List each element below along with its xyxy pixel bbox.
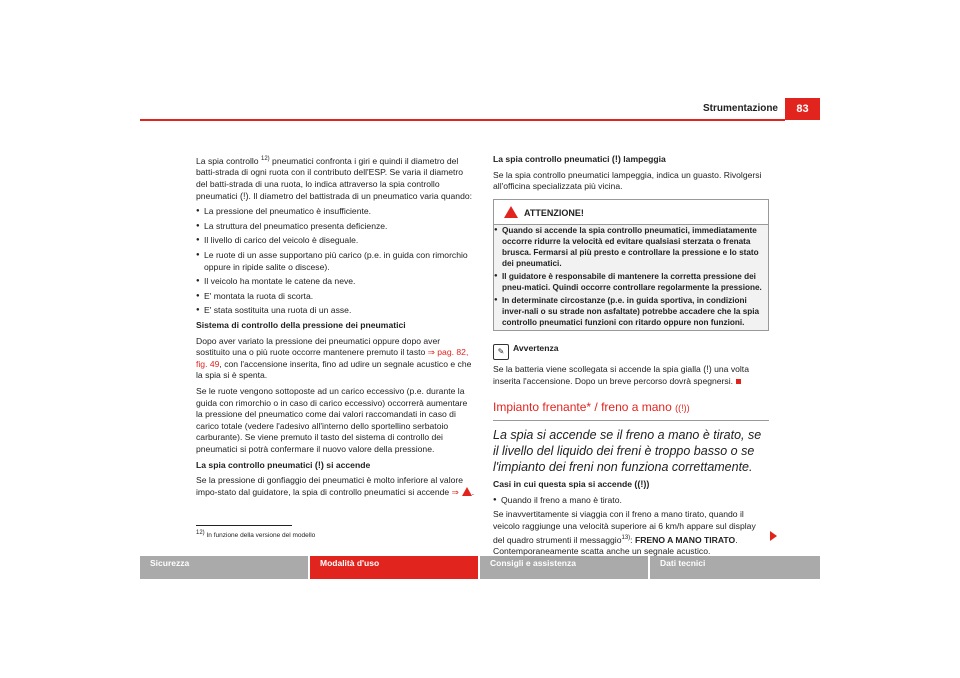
warning-triangle-icon bbox=[462, 487, 472, 496]
lampeggia-heading: La spia controllo pneumatici (!) lampeggia bbox=[493, 154, 666, 164]
casi-list bbox=[493, 495, 769, 507]
list-item: ● Quando si accende la spia controllo pneumatici, immediatamente occorre ridurre la velocità ed evitare qualsiasi sterzata o frenata brusca. Fermarsi al più presto e controllare la pressione e lo stato dei pneumatici. bbox=[494, 225, 768, 269]
footnote-ref[interactable]: 12) bbox=[260, 156, 270, 162]
section-subtitle: La spia si accende se il freno a mano è tirato, se il livello del liquido dei freni è troppo basso o se l'impianto dei freni non funziona correttamente. bbox=[493, 428, 762, 475]
page-reference-link[interactable]: ⇒ pag. 82, fig. 49 bbox=[196, 347, 469, 369]
casi-paragraph: Se inavvertitamente si viaggia con il freno a mano tirato, quando il veicolo raggiunge una velocità superiore ai 6 km/h appare sul display del quadro strumenti il messaggio$^{13)}$: FRENO A MANO TIRATO. Contemporaneamente scatta anche un segnale acustico. bbox=[493, 509, 756, 556]
accende-heading: La spia controllo pneumatici (!) si accende bbox=[196, 459, 371, 470]
accende-paragraph: Se la pressione di gonfiaggio dei pneumatici è molto inferiore al valore impo-stato dal guidatore, la spia di controllo pneumatici si accende ⇒ . bbox=[196, 475, 475, 497]
brake-warning-icon: ((!)) bbox=[675, 402, 690, 413]
lampeggia-paragraph: Se la spia controllo pneumatici lampeggia, indica un guasto. Rivolgersi all'officina specializzata più vicina. bbox=[493, 169, 762, 192]
footnote-ref[interactable]: 13) bbox=[621, 534, 631, 541]
list-item: ● Il guidatore è responsabile di mantenere la corretta pressione dei pneu-matici. Quindi occorre controllare regolarmente la pressione. bbox=[494, 271, 768, 293]
page-header-title: Strumentazione bbox=[702, 103, 778, 114]
sistema-paragraph-1: Dopo aver variato la pressione dei pneumatici oppure dopo aver sostituito una o più ruote occorre mantenere premuto il tasto ⇒ pag. 82, fig. 49, con l'accensione inserita, fino ad udire un segnale acustico e che la spia si è spenta. bbox=[196, 335, 472, 381]
list-item: ● La struttura del pneumatico presenta deficienze. bbox=[196, 221, 476, 233]
end-marker bbox=[736, 379, 741, 384]
list-item: ● Quando il freno a mano è tirato. bbox=[493, 495, 769, 507]
casi-heading: Casi in cui questa spia si accende ((!)) bbox=[493, 479, 650, 490]
nav-tab-dati-tecnici[interactable]: Dati tecnici bbox=[650, 556, 820, 579]
footnote: $^{12)}$ In funzione della versione del modello bbox=[196, 530, 316, 540]
note-icon: ✎ bbox=[493, 344, 509, 360]
diameter-causes-list bbox=[196, 206, 476, 317]
section-title: Impianto frenante* / freno a mano ((!)) bbox=[493, 402, 769, 422]
list-item: ● Le ruote di un asse supportano più carico (p.e. in guida con rimorchio oppure in ripide salite o discese). bbox=[196, 250, 476, 273]
list-item: ● Il veicolo ha montate le catene da neve. bbox=[196, 276, 476, 288]
warning-reference-link[interactable]: ⇒ bbox=[451, 486, 459, 497]
tire-pressure-icon: (!) bbox=[611, 154, 621, 164]
right-column bbox=[493, 154, 769, 562]
tire-pressure-icon: (!) bbox=[239, 190, 249, 201]
left-column bbox=[196, 154, 476, 502]
nav-tab-consigli-assistenza[interactable]: Consigli e assistenza bbox=[480, 556, 648, 579]
list-item: ● Il livello di carico del veicolo è diseguale. bbox=[196, 235, 476, 247]
list-item: ● E' stata sostituita una ruota di un asse. bbox=[196, 305, 476, 317]
list-item: ● In determinate circostanze (p.e. in guida sportiva, in condizioni inver-nali o su strade non asfaltate) potrebbe accadere che la spia controllo pneumatici funzioni con ritardo oppure non funzioni. bbox=[494, 295, 768, 328]
sistema-paragraph-2: Se le ruote vengono sottoposte ad un carico eccessivo (p.e. durante la guida con rimorchio o in caso di carico eccessivo) occorrerà aumentare la pressione del pneumatico come dai valori raccomandati in caso di carico totale (vedere l'adesivo all'interno dello sportellino serbatoio carburante). Se viene premuto il tasto del sistema di controllo dei pneumatici si potrà confermare il nuovo valore della pressione. bbox=[196, 385, 468, 454]
intro-paragraph: La spia controllo $^{12)}$ pneumatici confronta i giri e quindi il diametro del batti-strada di ogni ruota con il contributo dell'ESP. Se varia il diametro del batti-strada di una ruota, lo indica attraverso la spia controllo pneumatici (!). Il diametro del battistrada di un pneumatico varia quando: bbox=[196, 155, 473, 201]
warning-triangle-icon bbox=[504, 206, 518, 218]
list-item: ● La pressione del pneumatico è insufficiente. bbox=[196, 206, 476, 218]
nav-tab-modalita-uso[interactable]: Modalità d'uso bbox=[310, 556, 478, 579]
sistema-heading: Sistema di controllo della pressione dei pneumatici bbox=[196, 319, 406, 330]
footnote-rule bbox=[196, 525, 292, 526]
note-paragraph: Se la batteria viene scollegata si accende la spia gialla (!) una volta inserita l'accensione. Dopo un breve percorso dovrà spegnersi. bbox=[493, 364, 749, 386]
nav-tab-sicurezza[interactable]: Sicurezza bbox=[140, 556, 308, 579]
header-rule bbox=[140, 119, 785, 121]
list-item: ● E' montata la ruota di scorta. bbox=[196, 291, 476, 303]
tire-pressure-icon: (!) bbox=[314, 459, 324, 470]
page-number: 83 bbox=[785, 98, 820, 120]
brake-warning-icon: ((!)) bbox=[634, 479, 650, 490]
tire-pressure-icon: (!) bbox=[703, 364, 712, 375]
warning-box bbox=[493, 199, 769, 332]
chapter-nav-bar bbox=[140, 556, 820, 579]
next-page-arrow-icon[interactable] bbox=[770, 531, 777, 541]
warning-header: ATTENZIONE! bbox=[494, 200, 768, 226]
warning-list bbox=[494, 225, 768, 328]
note-heading: ✎ Avvertenza bbox=[493, 343, 769, 360]
